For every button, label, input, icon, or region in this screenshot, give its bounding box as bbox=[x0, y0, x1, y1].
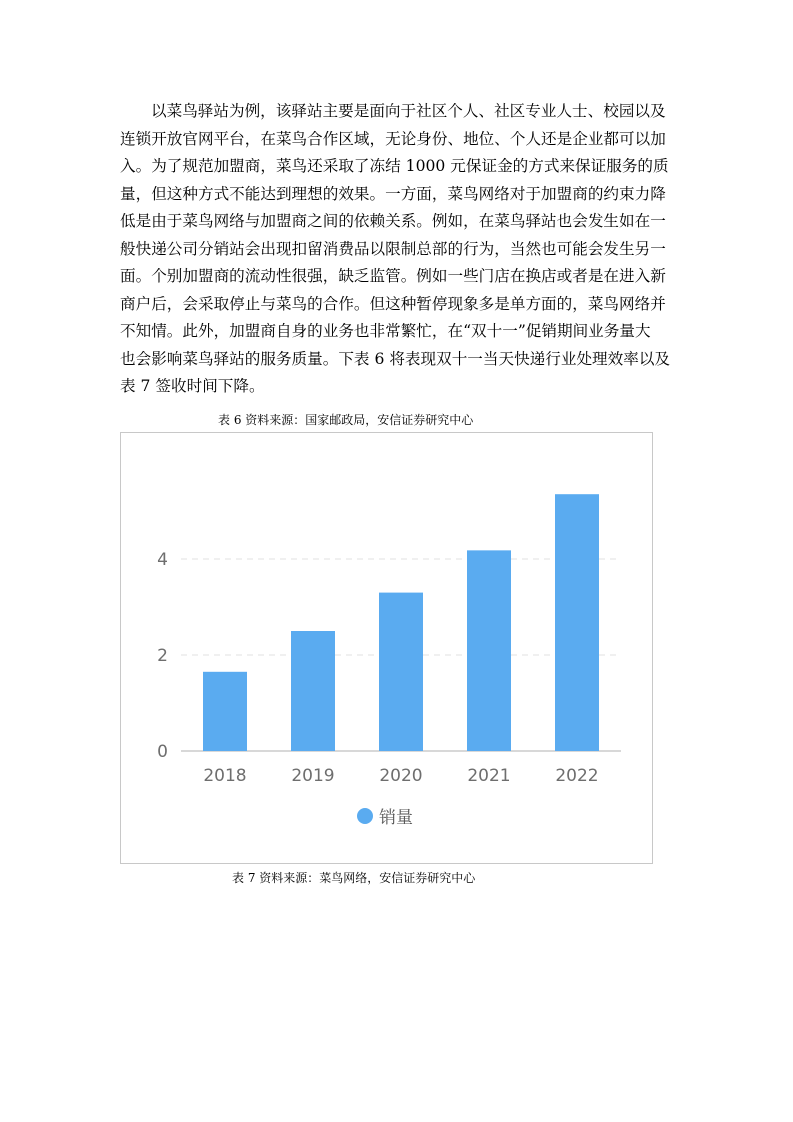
y-tick-label: 2 bbox=[157, 646, 168, 666]
x-tick-label: 2018 bbox=[203, 766, 247, 786]
bar bbox=[203, 672, 247, 751]
paragraph-line: 以菜鸟驿站为例，该驿站主要是面向于社区个人、社区专业人士、校园以及 bbox=[151, 102, 666, 120]
bar bbox=[555, 494, 599, 751]
y-tick-label: 0 bbox=[157, 742, 168, 762]
y-tick-label: 4 bbox=[157, 550, 168, 570]
legend-label: 销量 bbox=[379, 808, 413, 828]
paragraph-line: 面。个别加盟商的流动性很强，缺乏监管。例如一些门店在换店或者是在进入新 bbox=[120, 267, 666, 285]
x-tick-label: 2022 bbox=[555, 766, 599, 786]
paragraph-line: 般快递公司分销站会出现扣留消费品以限制总部的行为，当然也可能会发生另一 bbox=[120, 239, 666, 258]
paragraph-line: 不知情。此外，加盟商自身的业务也非常繁忙，在“双十一”促销期间业务量大 bbox=[120, 322, 651, 340]
paragraph-line: 低是由于菜鸟网络与加盟商之间的依赖关系。例如，在菜鸟驿站也会发生如在一 bbox=[120, 212, 666, 230]
bar-chart-frame bbox=[120, 432, 653, 864]
paragraph-line: 入。为了规范加盟商，菜鸟还采取了冻结 1000 元保证金的方式来保证服务的质 bbox=[120, 157, 669, 175]
paragraph-line: 表 7 签收时间下降。 bbox=[120, 377, 265, 395]
bar bbox=[379, 593, 423, 751]
bar bbox=[291, 631, 335, 751]
x-tick-label: 2020 bbox=[379, 766, 423, 786]
paragraph-line: 商户后，会采取停止与菜鸟的合作。但这种暂停现象多是单方面的，菜鸟网络并 bbox=[120, 294, 666, 313]
figure-caption-bottom: 表 7 资料来源：菜鸟网络，安信证券研究中心 bbox=[232, 871, 476, 885]
bar bbox=[467, 550, 511, 751]
x-tick-label: 2021 bbox=[467, 766, 511, 786]
paragraph-line: 也会影响菜鸟驿站的服务质量。下表 6 将表现双十一当天快递行业处理效率以及 bbox=[120, 349, 671, 368]
bar-chart bbox=[121, 433, 654, 865]
paragraph-line: 量，但这种方式不能达到理想的效果。一方面，菜鸟网络对于加盟商的约束力降 bbox=[120, 184, 666, 203]
figure-caption-top: 表 6 资料来源：国家邮政局，安信证券研究中心 bbox=[218, 413, 474, 427]
body-paragraph bbox=[120, 98, 671, 401]
paragraph-line: 连锁开放官网平台，在菜鸟合作区域，无论身份、地位、个人还是企业都可以加 bbox=[120, 129, 666, 148]
legend-marker bbox=[357, 808, 373, 824]
x-tick-label: 2019 bbox=[291, 766, 335, 786]
